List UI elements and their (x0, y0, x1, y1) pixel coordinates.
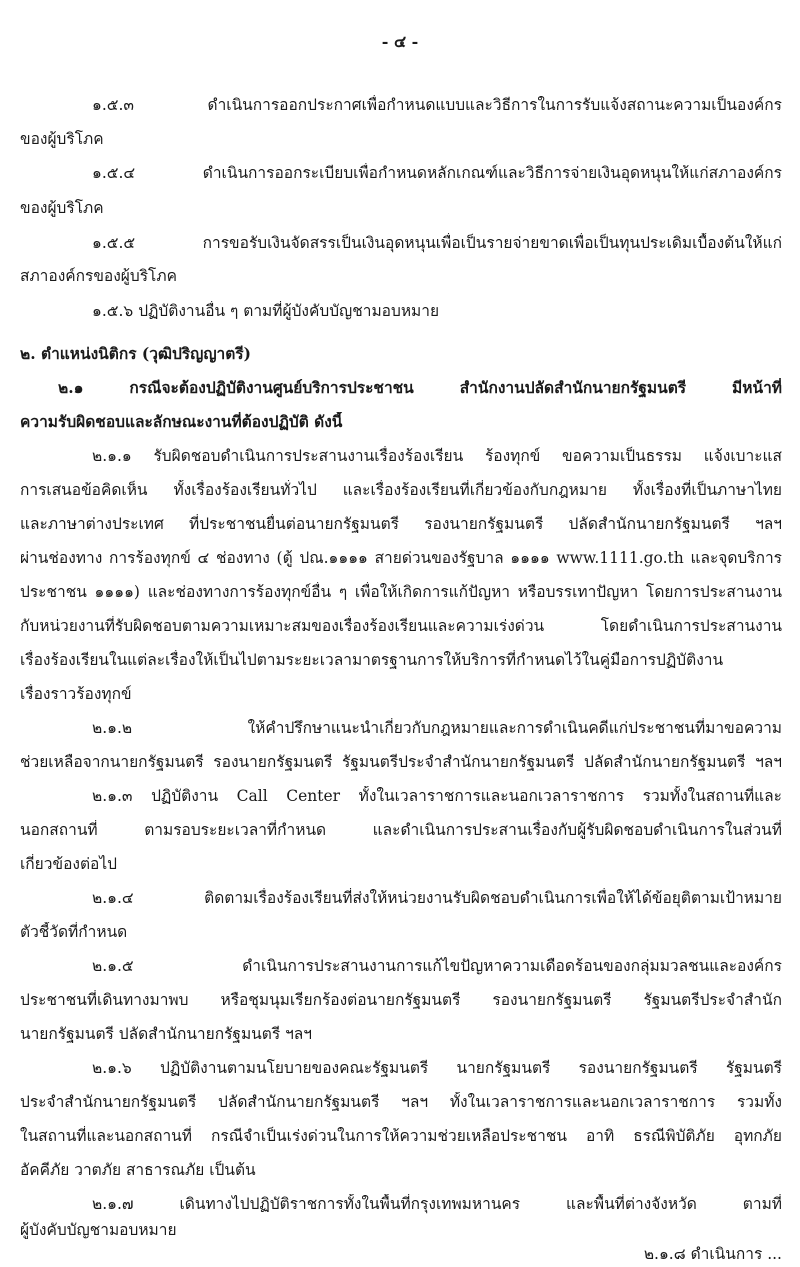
paragraph-line: ๒.๑.๕ ดำเนินการประสานงานการแก้ไขปัญหาความเดือดร้อนของกลุ่มมวลชนและองค์กร (92, 957, 782, 975)
section-heading: ๒. ตำแหน่งนิติกร (วุฒิปริญญาตรี) (20, 344, 251, 363)
paragraph-line: เกี่ยวข้องต่อไป (20, 855, 117, 873)
paragraph-line: นอกสถานที่ ตามรอบระยะเวลาที่กำหนด และดำเนินการประสานเรื่องกับผู้รับผิดชอบดำเนินการในส่วนที่ (20, 821, 782, 839)
paragraph-line: ๑.๕.๔ ดำเนินการออกระเบียบเพื่อกำหนดหลักเกณฑ์และวิธีการจ่ายเงินอุดหนุนให้แก่สภาองค์กร (92, 164, 782, 182)
paragraph-line: นายกรัฐมนตรี ปลัดสำนักนายกรัฐมนตรี ฯลฯ (20, 1025, 313, 1043)
paragraph-line: ตัวชี้วัดที่กำหนด (20, 923, 128, 941)
paragraph-line: เรื่องราวร้องทุกข์ (20, 685, 132, 703)
page-number: - ๔ - (381, 32, 419, 51)
paragraph-line: ประชาชนที่เดินทางมาพบ หรือชุมนุมเรียกร้องต่อนายกรัฐมนตรี รองนายกรัฐมนตรี รัฐมนตรีประจำสำนัก (20, 991, 782, 1009)
paragraph-line: สภาองค์กรของผู้บริโภค (20, 267, 177, 285)
paragraph-line: เรื่องร้องเรียนในแต่ละเรื่องให้เป็นไปตามระยะเวลามาตรฐานการให้บริการที่กำหนดไว้ในคู่มือการปฏิบัติงาน (20, 651, 724, 669)
paragraph-line: ผ่านช่องทาง การร้องทุกข์ ๔ ช่องทาง (ตู้ ปณ.๑๑๑๑ สายด่วนของรัฐบาล ๑๑๑๑ www.1111.go.th และจุดบริการ (20, 549, 782, 567)
paragraph-line: กับหน่วยงานที่รับผิดชอบตามความเหมาะสมของเรื่องร้องเรียนและความเร่งด่วน โดยดำเนินการประสานงาน (20, 617, 782, 635)
paragraph-line: ๒.๑.๖ ปฏิบัติงานตามนโยบายของคณะรัฐมนตรี นายกรัฐมนตรี รองนายกรัฐมนตรี รัฐมนตรี (92, 1059, 782, 1077)
continuation-note: ๒.๑.๘ ดำเนินการ ... (643, 1245, 782, 1263)
paragraph-line: ๒.๑.๔ ติดตามเรื่องร้องเรียนที่ส่งให้หน่วยงานรับผิดชอบดำเนินการเพื่อให้ได้ข้อยุติตามเป้าหมาย (92, 889, 782, 907)
paragraph-line: ๒.๑.๗ เดินทางไปปฏิบัติราชการทั้งในพื้นที่กรุงเทพมหานคร และพื้นที่ต่างจังหวัด ตามที่ (92, 1195, 782, 1213)
paragraph-line: ๒.๑.๓ ปฏิบัติงาน Call Center ทั้งในเวลาราชการและนอกเวลาราชการ รวมทั้งในสถานที่และ (92, 787, 782, 805)
paragraph-line: ๒.๑.๒ ให้คำปรึกษาแนะนำเกี่ยวกับกฎหมายและการดำเนินคดีแก่ประชาชนที่มาขอความ (92, 719, 782, 737)
paragraph-line: ของผู้บริโภค (20, 130, 104, 148)
paragraph-line: และภาษาต่างประเทศ ที่ประชาชนยื่นต่อนายกรัฐมนตรี รองนายกรัฐมนตรี ปลัดสำนักนายกรัฐมนตรี ฯลฯ (20, 515, 782, 533)
paragraph-line: ช่วยเหลือจากนายกรัฐมนตรี รองนายกรัฐมนตรี รัฐมนตรีประจำสำนักนายกรัฐมนตรี ปลัดสำนักนายกรัฐมนตรี ฯลฯ (20, 753, 782, 771)
paragraph-line: ผู้บังคับบัญชามอบหมาย (20, 1221, 177, 1239)
subsection-heading: ความรับผิดชอบและลักษณะงานที่ต้องปฏิบัติ ดังนี้ (20, 412, 343, 431)
paragraph-line: ๑.๕.๖ ปฏิบัติงานอื่น ๆ ตามที่ผู้บังคับบัญชามอบหมาย (92, 302, 440, 320)
subsection-heading: ๒.๑ กรณีจะต้องปฏิบัติงานศูนย์บริการประชาชน สำนักงานปลัดสำนักนายกรัฐมนตรี มีหน้าที่ (58, 378, 782, 397)
paragraph-line: ประชาชน ๑๑๑๑) และช่องทางการร้องทุกข์อื่น ๆ เพื่อให้เกิดการแก้ปัญหา หรือบรรเทาปัญหา โดยการประสานงาน (20, 583, 782, 601)
paragraph-line: ๒.๑.๑ รับผิดชอบดำเนินการประสานงานเรื่องร้องเรียน ร้องทุกข์ ขอความเป็นธรรม แจ้งเบาะแส (92, 447, 782, 465)
paragraph-line: ประจำสำนักนายกรัฐมนตรี ปลัดสำนักนายกรัฐมนตรี ฯลฯ ทั้งในเวลาราชการและนอกเวลาราชการ รวมทั้ง (20, 1093, 782, 1111)
paragraph-line: อัคคีภัย วาตภัย สาธารณภัย เป็นต้น (20, 1161, 256, 1179)
paragraph-line: ๑.๕.๓ ดำเนินการออกประกาศเพื่อกำหนดแบบและวิธีการในการรับแจ้งสถานะความเป็นองค์กร (92, 96, 782, 114)
paragraph-line: ของผู้บริโภค (20, 199, 104, 217)
paragraph-line: ในสถานที่และนอกสถานที่ กรณีจำเป็นเร่งด่วนในการให้ความช่วยเหลือประชาชน อาทิ ธรณีพิบัติภัย อุทกภัย (20, 1127, 782, 1145)
paragraph-line: การเสนอข้อคิดเห็น ทั้งเรื่องร้องเรียนทั่วไป และเรื่องร้องเรียนที่เกี่ยวข้องกับกฎหมาย ทั้งเรื่องที่เป็นภาษาไทย (20, 481, 782, 499)
paragraph-line: ๑.๕.๕ การขอรับเงินจัดสรรเป็นเงินอุดหนุนเพื่อเป็นรายจ่ายขาดเพื่อเป็นทุนประเดิมเบื้องต้นให้แก่ (92, 234, 782, 252)
